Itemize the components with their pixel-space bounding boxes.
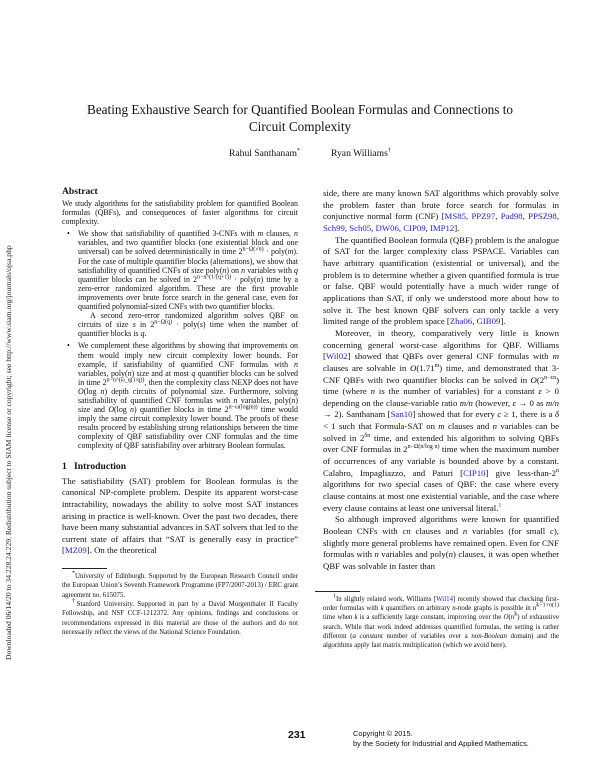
superscript: n−n^(1/(q+1)) [196, 274, 232, 281]
math-variable: n [241, 265, 246, 275]
abstract-intro: We study algorithms for the satisfiability problem for quantified Boolean formulas (QBFs), and consequences of faster algorithms for circuit complexity. [62, 199, 298, 227]
paper-title [20, 101, 580, 135]
copyright-line: by the Society for Industrial and Applied Mathematics. [353, 739, 529, 749]
math-variable: n [294, 229, 298, 239]
math-variable: m [552, 351, 559, 362]
abstract-heading: Abstract [62, 186, 98, 197]
math-variable: c [550, 526, 554, 537]
copyright [353, 729, 529, 750]
superscript: * [72, 570, 75, 577]
superscript: n−Ω(n/log n) [407, 444, 440, 451]
right-body [323, 188, 559, 573]
math-variable: n [532, 604, 537, 612]
left-column [62, 186, 298, 637]
math-variable: m [287, 247, 294, 257]
math-variable: m [438, 421, 445, 432]
download-notice: Downloaded 06/14/20 to 34.228.24.229. Redistribution subject to SIAM license or copyright; see http://www.siam.org/journals/ojsa.php [4, 245, 13, 660]
math-variable: n [127, 368, 132, 378]
superscript: † [72, 598, 77, 605]
math-variable: q [140, 329, 145, 339]
math-variable: q [294, 265, 298, 275]
math-variable: c [497, 409, 502, 420]
math-variable: O [530, 374, 537, 385]
footnote-affiliation-1: *University of Edinburgh. Supported by the European Research Council under the European Union’s Seventh Framework Programme (FP7/2007-2013) / ERC grant agreement no. 615075. [62, 570, 298, 599]
math-variable: n [233, 395, 238, 405]
citation-link[interactable]: CIP10 [463, 467, 486, 478]
footnote-rule [315, 591, 559, 592]
math-variable: n [256, 274, 261, 284]
footnotes-left [62, 572, 298, 637]
citation-link[interactable]: Sch05 [349, 222, 372, 233]
abstract-bullet [78, 229, 298, 338]
math-variable: n [462, 526, 468, 537]
footnotes-right [323, 595, 559, 651]
citation-link[interactable]: Wil02 [325, 351, 348, 362]
body-paragraph: Moreover, in theory, comparatively very little is known concerning general worst-case algorithms for QBF. Williams [Wil02] showed that QBFs over general CNF formulas with m clauses are solvable in O(1.71$^m$) time, and demonstrated that 3-CNF QBFs with two quantifier blocks can be solved in $O(2^{n-\varepsilon n})$ time (where n is the number of variables) for a constant ε > 0 depending on the clause-variable ratio m/n (however, ε → 0 as m/n → 2). Santhanam [San10] showed that for every c ≥ 1, there is a δ < 1 such that Formula-SAT on m clauses and n variables can be solved in $2^{\delta n}$ time, and extended his algorithm to solving QBFs over CNF formulas in $2^{n-\Omega(n/log n)}$ time when the maximum number of occurrences of any variable is bounded above by a constant. Calabro, Impagliazzo, and Paturi [CIP10] give less-than-2$^n$ algorithms for two special cases of QBF: the case where every clause contains at most one existential variable, and the case where every clause contains at least one universal literal.$^1$ [323, 327, 560, 513]
abstract [62, 186, 298, 451]
superscript: n−Ω(q) [154, 319, 173, 326]
page-number: 231 [288, 729, 306, 741]
math-variable: n [222, 265, 227, 275]
math-variable: O [78, 386, 84, 396]
introduction [62, 461, 298, 558]
bullet-paragraph: • We show that satisfiability of quantified 3-CNFs with m clauses, n variables, and two quantifier blocks (one existential block and one universal) can be solved deterministically in time $2^{n-\Omega(√n)}$ · poly(m). For the case of multiple quantifier blocks (alternations), we show that satisfiability of quantified CNFs of size poly(n) on n variables with q quantifier blocks can be solved in $2^{n-n\^{}(1/(q+1))}$ · poly(n) time by a zero-error randomized algorithm. These are the first provable improvements over brute force search in the general case, even for quantified polynomial-sized CNFs with two quantifier blocks. [78, 229, 298, 312]
math-variable: m [257, 229, 264, 239]
footnote-1: $^1$In slightly related work, Williams [Wil14] recently showed that checking first-order formulas with k quantifiers on arbitrary n-node graphs is possible in $n^{k-1+o(1)}$ time when k is a sufficiently large constant, improving over the $O(n^k)$ of exhaustive search. While that work indeed addresses quantified formulas, the setting is rather different (a constant number of variables over a non-Boolean domain) and the algorithms apply fast matrix multiplication (which we avoid here). [323, 593, 560, 650]
math-variable: n [510, 614, 515, 622]
math-variable: n [492, 421, 497, 432]
math-variable: n [291, 395, 296, 405]
citation-link[interactable]: Zha06 [449, 316, 473, 327]
author-name: Rahul Santhanam [229, 148, 297, 159]
math-variable: n [448, 549, 454, 560]
math-variable: s [132, 320, 136, 330]
copyright-line: Copyright © 2015. [353, 729, 413, 738]
superscript: n−Ω(√n) [242, 246, 264, 253]
citation-link[interactable]: MS85 [444, 211, 466, 222]
math-variable: m/n [459, 397, 473, 408]
math-variable: q [191, 368, 196, 378]
math-variable: n [374, 549, 379, 560]
right-column [323, 188, 559, 650]
title-line-1: Beating Exhaustive Search for Quantified Boolean Formulas and Connections to [87, 102, 513, 117]
math-variable: n [294, 359, 298, 369]
abstract-bullet [78, 341, 298, 450]
citation-link[interactable]: PPZ97 [471, 211, 496, 222]
math-variable: O [410, 362, 417, 373]
math-variable: k [380, 604, 384, 612]
superscript: 1 [333, 593, 336, 600]
superscript: n−n^(ω_q(1/q)) [106, 377, 145, 384]
author-williams [331, 148, 391, 159]
math-variable: ε [512, 397, 516, 408]
section-number: 1 [62, 460, 67, 472]
math-variable: cn [402, 526, 411, 537]
body-paragraph: So although improved algorithms were known for quantified Boolean CNFs with cn clauses and n variables (for small c), slightly more general problems have remained open. Even for CNF formulas with n variables and poly(n) clauses, it was open whether QBF was solvable in faster than [323, 514, 559, 571]
superscript: m [434, 362, 440, 369]
citation-link[interactable]: Wil14 [436, 595, 454, 603]
citation-link[interactable]: PPSZ98 [528, 211, 557, 222]
math-variable: ε [538, 386, 542, 397]
superscript: k [514, 611, 518, 618]
math-variable: O [108, 405, 115, 415]
superscript: δn [364, 432, 371, 439]
section-heading [62, 461, 298, 473]
math-variable: n [130, 405, 134, 415]
citation-link[interactable]: MZ09 [64, 545, 87, 556]
citation-link[interactable]: GIB09 [476, 316, 501, 327]
author-santhanam [229, 148, 300, 159]
abstract-bullets [62, 229, 298, 450]
footnote-link[interactable]: 1 [498, 502, 502, 509]
citation-link[interactable]: San10 [390, 409, 413, 420]
math-variable: n [100, 386, 105, 396]
footnote-affiliation-2: †Stanford University. Supported in part by a David Morgenthaler II Faculty Fellowship, and NSF CCF-1212372. Any opinions, findings and conclusions or recommendations expressed in this material are those of the authors and do not necessarily reflect the views of the National Science Foundation. [62, 598, 298, 636]
citation-link[interactable]: IMP12 [429, 222, 455, 233]
superscript: k−1+o(1) [536, 602, 560, 609]
intro-paragraph: The satisfiability (SAT) problem for Boolean formulas is the canonical NP-complete problem. Despite its apparent worst-case intractability, nowadays the ability to solve most SAT instances arising in practice is well-known. Over the past two decades, there have been many substantial advances in SAT solvers that led to the current state of affairs that “SAT is generally easy in practice” [MZ09]. On the theoretical [62, 475, 298, 556]
bullet-paragraph: • We complement these algorithms by showing that improvements on them would imply new circuit complexity lower bounds. For example, if satisfiability of quantified CNF formulas with n variables, poly(n) size and at most q quantifier blocks can be solved in time $2^{n-n\^{}(\omega\_q(1/q))}$, then the complexity class NEXP does not have O(log n) depth circuits of polynomial size. Furthermore, solving satisfiability of quantified CNF formulas with n variables, poly(n) size and O(log n) quantifier blocks in time $2^{n-\omega(log(n))}$ time would imply the same circuit complexity lower bound. The proofs of these results proceed by establishing strong relationships between the time complexity of QBF satisfiability over CNF formulas and the time complexity of QBF satisfiability over arbitrary Boolean formulas. [78, 341, 298, 451]
bullet-paragraph: A second zero-error randomized algorithm solves QBF on circuits of size s in $2^{n-\Omega(q)}$ · poly(s) time when the number of quantifier blocks is q. [78, 311, 298, 339]
math-variable: n [452, 604, 456, 612]
math-variable: s [199, 320, 203, 330]
superscript: n−εn [544, 374, 557, 381]
superscript: n [556, 467, 560, 474]
math-variable: k [354, 614, 358, 622]
author-name: Ryan Williams [331, 148, 388, 159]
title-line-2: Circuit Complexity [248, 119, 352, 134]
citation-link[interactable]: Pad98 [500, 211, 523, 222]
math-variable: O [503, 614, 509, 622]
citation-link[interactable]: Sch99 [323, 222, 345, 233]
author-mark: * [296, 147, 300, 154]
math-variable: non-Boolean [471, 632, 507, 640]
footnote-rule [62, 568, 298, 569]
section-title: Introduction [74, 460, 127, 472]
citation-link[interactable]: DW06 [375, 222, 399, 233]
body-paragraph: The quantified Boolean formula (QBF) problem is the analogue of SAT for the larger complexity class PSPACE. Variables can have arbitrary quantification (existential or universal), and the problem is to determine whether a given quantified formula is true or false. QBF would potentially have a much wider range of applications than SAT, if only we understood more about how to solve it. The best known QBF solvers can only tackle a very limited range of the problem space [Zha06, GIB09]. [323, 234, 559, 327]
author-mark: † [387, 147, 391, 154]
math-variable: m/n [545, 397, 559, 408]
body-paragraph: side, there are many known SAT algorithms which provably solve the problem faster than brute force search for formulas in conjunctive normal form (CNF) [MS85, PPZ97, Pad98, PPSZ98, Sch99, Sch05, DW06, CIP09, IMP12]. [323, 188, 559, 233]
math-variable: δ [554, 409, 559, 420]
citation-link[interactable]: CIP09 [403, 222, 426, 233]
math-variable: n [370, 386, 376, 397]
superscript: n−ω(log(n)) [228, 404, 258, 411]
math-variable: a constant [352, 632, 383, 640]
